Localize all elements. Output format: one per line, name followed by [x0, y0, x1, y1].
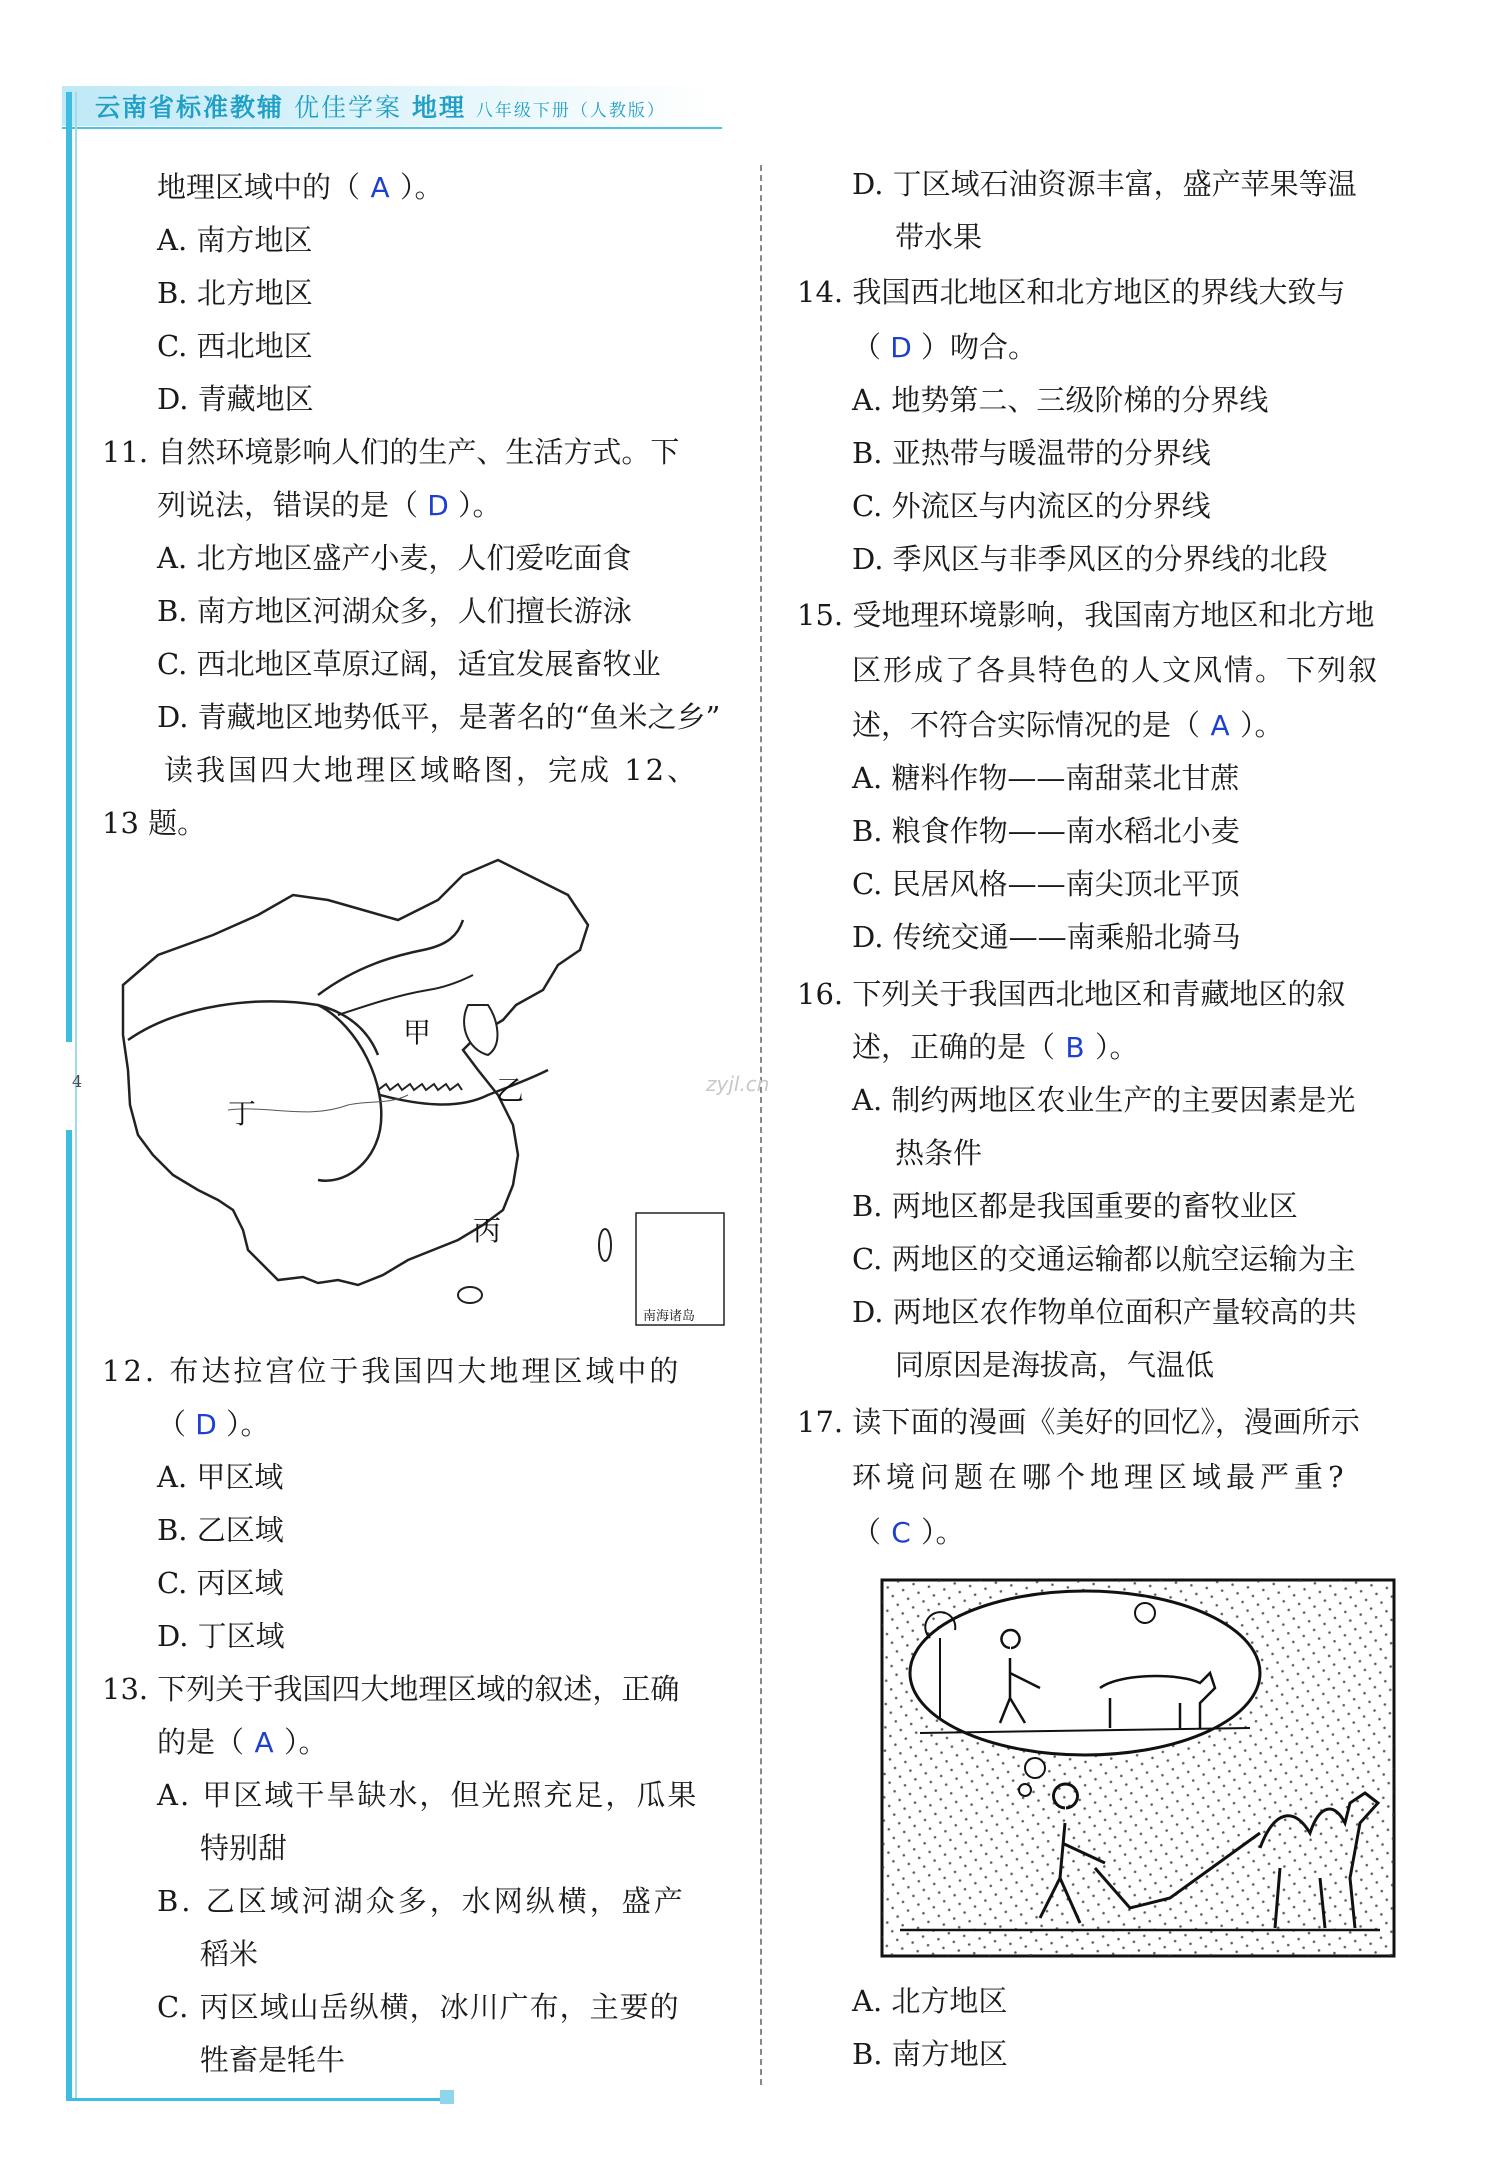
map-intro-2: 13 题。 [102, 806, 207, 840]
q14-option-a: A. 地势第二、三级阶梯的分界线 [852, 383, 1269, 417]
boundary-north [318, 920, 463, 995]
q12-option-d: D. 丁区域 [157, 1619, 285, 1653]
q16-option-d-1: D. 两地区农作物单位面积产量较高的共 [852, 1295, 1357, 1329]
q13-option-c-2: 牲畜是牦牛 [200, 2043, 346, 2077]
q10-stem: 地理区域中的（ A ）。 [157, 170, 444, 204]
q13-option-c-1: C. 丙区域山岳纵横，冰川广布，主要的 [157, 1990, 680, 2024]
bay [464, 1005, 497, 1055]
page-number: 4 [72, 1072, 83, 1091]
q14-option-c: C. 外流区与内流区的分界线 [852, 489, 1211, 523]
header-book: 优佳学案 [293, 93, 402, 122]
header-series: 云南省标准教辅 [95, 93, 285, 122]
q11-answer: D [427, 489, 449, 522]
boundary-yi [338, 975, 473, 1015]
q15-answer: A [1210, 709, 1230, 742]
q14-answer: D [890, 331, 912, 364]
mountain-range [378, 1084, 462, 1090]
map-label-ding: 丁 [228, 1097, 257, 1130]
q11-option-d: D. 青藏地区地势低平，是著名的“鱼米之乡” [157, 700, 721, 734]
q16-stem-1: 16. 下列关于我国西北地区和青藏地区的叙 [797, 977, 1346, 1011]
q15-option-c: C. 民居风格——南尖顶北平顶 [852, 867, 1240, 901]
q16-answer: B [1065, 1031, 1085, 1064]
cartoon-beautiful-memory [880, 1578, 1396, 1958]
q17-option-b: B. 南方地区 [852, 2037, 1008, 2071]
q15-option-a: A. 糖料作物——南甜菜北甘蔗 [852, 761, 1240, 795]
q15-stem-2: 区形成了各具特色的人文风情。下列叙 [852, 653, 1380, 687]
q17-stem-2: 环境问题在哪个地理区域最严重? [852, 1460, 1349, 1494]
q10-option-c: C. 西北地区 [157, 329, 313, 363]
q10-option-a: A. 南方地区 [157, 223, 313, 257]
q11-option-a: A. 北方地区盛产小麦，人们爱吃面食 [157, 541, 632, 575]
footer-rule [66, 2098, 446, 2101]
q10-option-b: B. 北方地区 [157, 276, 313, 310]
q17-stem-3: （ C ）。 [852, 1515, 965, 1549]
china-regions-map [118, 855, 728, 1335]
q16-option-a-1: A. 制约两地区农业生产的主要因素是光 [852, 1083, 1356, 1117]
boundary-northwest [128, 1001, 378, 1055]
q14-option-d: D. 季风区与非季风区的分界线的北段 [852, 542, 1328, 576]
q16-option-b: B. 两地区都是我国重要的畜牧业区 [852, 1189, 1298, 1223]
boundary-tibet [318, 1005, 381, 1181]
q13-option-d-1: D. 丁区域石油资源丰富，盛产苹果等温 [852, 167, 1357, 201]
side-rule [75, 92, 77, 2100]
header-grade: 八年级下册（人教版） [475, 101, 666, 121]
china-outline [123, 860, 588, 1285]
q16-option-d-2: 同原因是海拔高，气温低 [895, 1348, 1215, 1382]
watermark: zyjl.cn [706, 1072, 770, 1096]
header-rule [62, 127, 722, 129]
q15-option-b: B. 粮食作物——南水稻北小麦 [852, 814, 1240, 848]
q15-stem-3: 述，不符合实际情况的是（ A ）。 [852, 708, 1284, 742]
q12-answer: D [195, 1408, 217, 1441]
q11-stem-2: 列说法，错误的是（ D ）。 [157, 488, 502, 522]
side-bar-bottom [66, 1130, 72, 2100]
q12-stem-1: 12. 布达拉宫位于我国四大地理区域中的 [102, 1354, 682, 1388]
q14-stem-2: （ D ）吻合。 [852, 330, 1038, 364]
q12-option-c: C. 丙区域 [157, 1566, 284, 1600]
q17-option-a: A. 北方地区 [852, 1984, 1008, 2018]
page-header [95, 88, 666, 124]
header-subject: 地理 [411, 93, 466, 122]
q13-answer: A [254, 1726, 274, 1759]
q16-stem-2: 述，正确的是（ B ）。 [852, 1030, 1139, 1064]
q14-option-b: B. 亚热带与暖温带的分界线 [852, 436, 1211, 470]
q16-option-a-2: 热条件 [895, 1136, 983, 1170]
q12-option-b: B. 乙区域 [157, 1513, 284, 1547]
map-label-bing: 丙 [473, 1214, 502, 1247]
q10-answer: A [370, 171, 390, 204]
q10-option-d: D. 青藏地区 [157, 382, 314, 416]
q13-stem-1: 13. 下列关于我国四大地理区域的叙述，正确 [102, 1672, 680, 1706]
footer-square [440, 2090, 454, 2104]
q13-stem-2: 的是（ A ）。 [157, 1725, 328, 1759]
q15-stem-1: 15. 受地理环境影响，我国南方地区和北方地 [797, 598, 1375, 632]
map-intro-1: 读我国四大地理区域略图，完成 12、 [164, 753, 700, 787]
q13-option-b-2: 稻米 [200, 1937, 259, 1971]
inset-label: 南海诸岛 [643, 1309, 696, 1324]
column-divider [760, 165, 762, 2085]
side-bar-top [66, 92, 72, 1042]
q15-option-d: D. 传统交通——南乘船北骑马 [852, 920, 1241, 954]
map-label-jia: 甲 [403, 1016, 432, 1049]
q17-answer: C [891, 1516, 911, 1549]
q12-stem-2: （ D ）。 [157, 1407, 270, 1441]
q13-option-b-1: B. 乙区域河湖众多，水网纵横，盛产 [157, 1884, 686, 1918]
q11-stem-1: 11. 自然环境影响人们的生产、生活方式。下 [102, 435, 680, 469]
q11-option-c: C. 西北地区草原辽阔，适宜发展畜牧业 [157, 647, 661, 681]
q11-option-b: B. 南方地区河湖众多，人们擅长游泳 [157, 594, 632, 628]
q12-option-a: A. 甲区域 [157, 1460, 284, 1494]
island-taiwan [599, 1229, 611, 1261]
q17-stem-1: 17. 读下面的漫画《美好的回忆》，漫画所示 [797, 1405, 1360, 1439]
q13-option-d-2: 带水果 [895, 220, 983, 254]
q16-option-c: C. 两地区的交通运输都以航空运输为主 [852, 1242, 1356, 1276]
q13-option-a-2: 特别甜 [200, 1831, 288, 1865]
q13-option-a-1: A. 甲区域干旱缺水，但光照充足，瓜果 [157, 1778, 699, 1812]
island-hainan [458, 1287, 482, 1303]
map-label-yi: 乙 [496, 1074, 525, 1107]
q14-stem-1: 14. 我国西北地区和北方地区的界线大致与 [797, 275, 1346, 309]
